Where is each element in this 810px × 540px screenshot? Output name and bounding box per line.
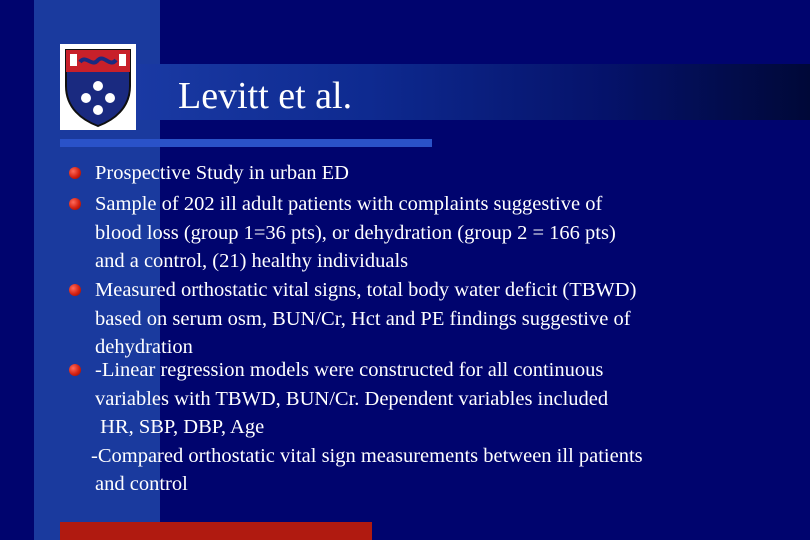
bullet-line: variables with TBWD, BUN/Cr. Dependent variables included: [95, 387, 609, 410]
bullet-line: -Compared orthostatic vital sign measurements between ill patients: [91, 444, 643, 467]
bullet-item: [95, 276, 636, 362]
bullet-line: dehydration: [95, 336, 193, 358]
bullet-line: Measured orthostatic vital signs, total body water deficit (TBWD): [95, 279, 637, 301]
bullet-line: and control: [95, 473, 188, 495]
bullet-dot-icon: [69, 167, 81, 179]
bullet-item: [91, 356, 643, 499]
bullet-line: Sample of 202 ill adult patients with complaints suggestive of: [95, 193, 603, 215]
bullet-line: and a control, (21) healthy individuals: [95, 250, 409, 272]
bullet-line: HR, SBP, DBP, Age: [95, 416, 265, 438]
slide-title: Levitt et al.: [178, 75, 353, 117]
bullet-dot-icon: [69, 284, 81, 296]
bullet-dot-icon: [69, 364, 81, 376]
bullet-item: [95, 190, 616, 276]
bullet-line: -Linear regression models were constructed for all continuous: [95, 359, 604, 381]
bullet-line: Prospective Study in urban ED: [95, 162, 349, 184]
bullet-line: based on serum osm, BUN/Cr, Hct and PE findings suggestive of: [95, 307, 631, 330]
bullet-item: [95, 159, 349, 188]
bullet-line: blood loss (group 1=36 pts), or dehydration (group 2 = 166 pts): [95, 221, 616, 244]
bullet-dot-icon: [69, 198, 81, 210]
